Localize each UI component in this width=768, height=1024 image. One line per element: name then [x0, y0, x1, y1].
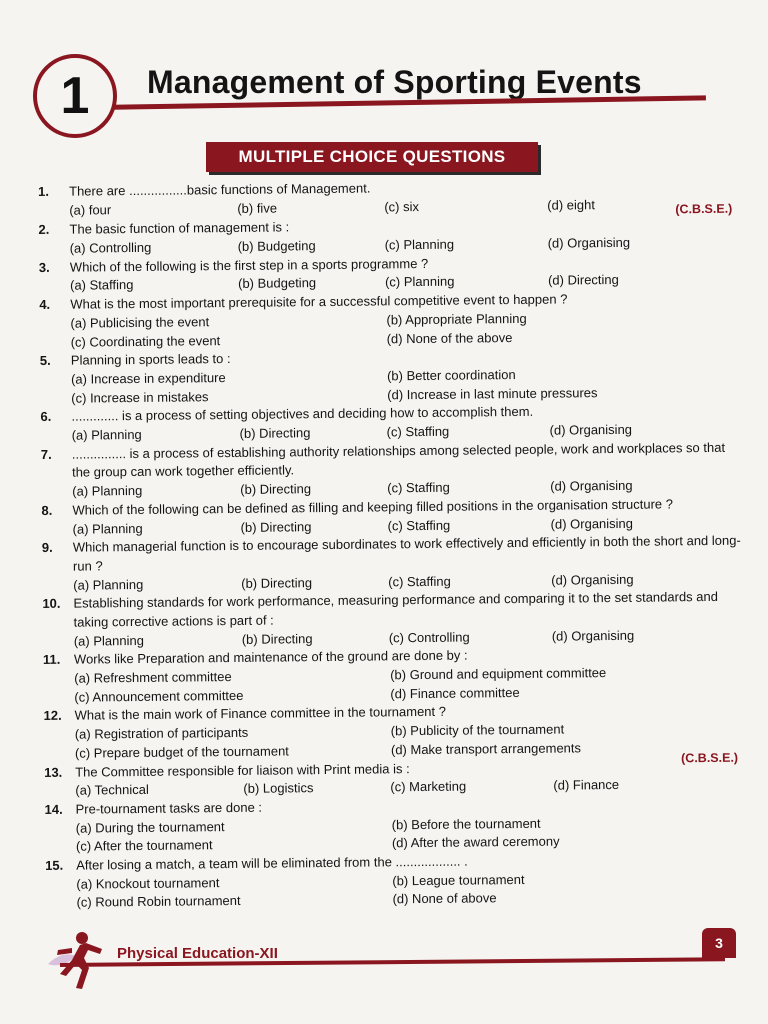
question-number: 3.	[38, 259, 50, 275]
option-c: (c) Round Robin tournament	[76, 893, 241, 911]
question-item	[40, 345, 741, 408]
question-text: Pre-tournament tasks are done :	[75, 799, 263, 817]
question-text: The basic function of management is :	[69, 219, 290, 238]
question-item	[45, 850, 746, 913]
option-c: (c) Increase in mistakes	[71, 388, 209, 406]
question-number: 7.	[40, 446, 52, 462]
option-b: (b) Publicity of the tournament	[390, 721, 565, 739]
question-text: What is the most important prerequisite for a successful competitive event to happen ?	[70, 291, 568, 312]
question-text: After losing a match, a team will be eliminated from the .................. .	[76, 853, 468, 873]
option-d: (d) None of above	[392, 890, 497, 907]
option-a: (a) During the tournament	[75, 818, 225, 836]
option-a: (a) four	[69, 201, 112, 218]
question-number: 4.	[39, 297, 51, 313]
option-d: (d) Increase in last minute pressures	[387, 384, 598, 402]
question-number: 11.	[42, 652, 61, 668]
question-item	[42, 588, 743, 651]
option-d: (d) Organising	[551, 627, 635, 644]
option-c: (c) Marketing	[390, 778, 467, 795]
option-b: (b) Better coordination	[386, 366, 516, 384]
question-text: Planning in sports leads to :	[70, 351, 231, 368]
option-a: (a) Planning	[72, 520, 143, 537]
option-b: (b) Ground and equipment committee	[390, 665, 607, 683]
option-d: (d) Make transport arrangements	[390, 740, 582, 758]
option-c: (c) Planning	[384, 274, 455, 290]
option-b: (b) Appropriate Planning	[386, 310, 527, 328]
option-b: (b) five	[237, 200, 278, 216]
option-d: (d) Directing	[547, 272, 619, 289]
question-number: 8.	[41, 502, 53, 518]
question-item	[42, 532, 743, 595]
question-number: 14.	[44, 801, 63, 817]
option-b: (b) Directing	[240, 481, 312, 498]
option-c: (c) Announcement committee	[74, 687, 244, 705]
option-a: (a) Increase in expenditure	[70, 369, 226, 387]
option-d: (d) Organising	[550, 477, 633, 494]
option-a: (a) Controlling	[69, 239, 152, 256]
option-c: (c) Staffing	[388, 573, 451, 589]
option-a: (a) Staffing	[69, 277, 134, 294]
section-heading-banner: MULTIPLE CHOICE QUESTIONS	[206, 142, 538, 172]
option-a: (a) Planning	[72, 483, 143, 499]
option-a: (a) Technical	[75, 782, 149, 798]
option-a: (a) Registration of participants	[74, 725, 249, 742]
question-item	[43, 700, 744, 763]
option-b: (b) Budgeting	[237, 275, 317, 292]
chapter-title: Management of Sporting Events	[147, 64, 642, 100]
question-number: 9.	[41, 540, 53, 556]
question-number: 5.	[39, 353, 51, 369]
question-text: Establishing standards for work performance, measuring performance and comparing it to the set standards and taking corrective actions is part of :	[73, 589, 719, 630]
question-text: There are ................basic functions of Management.	[69, 180, 371, 199]
question-number: 1.	[38, 183, 50, 199]
question-number: 13.	[44, 764, 63, 780]
question-text: What is the main work of Finance committee in the tournament ?	[74, 704, 447, 724]
question-number: 12.	[43, 708, 62, 724]
question-text: ............... is a process of establishing authority relationships among selected people, work and workplaces so that the group can work together efficiently.	[71, 439, 726, 481]
option-b: (b) Logistics	[243, 780, 314, 797]
option-c: (c) Staffing	[387, 517, 451, 533]
option-d: (d) eight	[547, 196, 596, 213]
source-tag: (C.B.S.E.)	[675, 202, 733, 217]
option-a: (a) Planning	[71, 426, 142, 443]
option-d: (d) Organising	[547, 234, 631, 251]
question-item	[38, 176, 738, 221]
option-c: (c) Coordinating the event	[70, 332, 221, 350]
option-c: (c) After the tournament	[75, 837, 213, 854]
question-number: 15.	[45, 857, 64, 873]
page-number: 3	[702, 928, 736, 958]
question-text: Works like Preparation and maintenance of the ground are done by :	[73, 647, 468, 668]
option-d: (d) None of the above	[386, 329, 513, 346]
option-c: (c) Staffing	[387, 479, 450, 496]
option-d: (d) Organising	[551, 571, 634, 588]
question-item	[44, 794, 745, 857]
option-d: (d) Organising	[549, 421, 633, 438]
option-a: (a) Publicising the event	[70, 314, 210, 331]
question-text: Which of the following can be defined as filling and keeping filled positions in the organisation structure ?	[72, 496, 674, 518]
question-number: 6.	[40, 409, 52, 425]
option-d: (d) Organising	[550, 515, 634, 532]
question-item	[41, 438, 742, 501]
question-text: ............. is a process of setting objectives and deciding how to accomplish them.	[71, 404, 534, 424]
option-a: (a) Planning	[73, 576, 144, 593]
option-d: (d) After the award ceremony	[391, 833, 560, 851]
question-item	[39, 289, 740, 352]
option-d: (d) Finance	[553, 777, 620, 793]
question-text: Which managerial function is to encourage subordinates to work effectively and efficiently in both the short and long-run ?	[72, 532, 741, 574]
question-list	[38, 176, 746, 913]
question-number: 2.	[38, 222, 50, 238]
option-a: (a) Knockout tournament	[76, 874, 220, 892]
option-d: (d) Finance committee	[390, 684, 520, 702]
option-a: (a) Refreshment committee	[74, 669, 232, 686]
option-c: (c) Controlling	[388, 629, 470, 646]
option-a: (a) Planning	[73, 632, 144, 649]
option-b: (b) Directing	[241, 630, 313, 647]
option-b: (b) Before the tournament	[391, 815, 541, 832]
question-number: 10.	[42, 596, 61, 612]
option-b: (b) Budgeting	[237, 238, 316, 255]
option-b: (b) Directing	[240, 518, 312, 535]
option-b: (b) Directing	[241, 574, 313, 591]
option-c: (c) Prepare budget of the tournament	[74, 743, 289, 761]
option-c: (c) Staffing	[386, 423, 450, 440]
option-b: (b) League tournament	[392, 871, 525, 889]
option-b: (b) Directing	[239, 425, 311, 441]
question-item	[43, 644, 744, 707]
question-text: Which of the following is the first step in a sports programme ?	[69, 255, 429, 275]
option-c: (c) Planning	[384, 236, 455, 253]
option-c: (c) six	[384, 198, 420, 215]
source-tag: (C.B.S.E.)	[681, 750, 739, 765]
question-text: The Committee responsible for liaison with Print media is :	[75, 760, 410, 780]
chapter-number-badge: 1	[33, 54, 117, 138]
book-title: Physical Education-XII	[117, 945, 278, 962]
